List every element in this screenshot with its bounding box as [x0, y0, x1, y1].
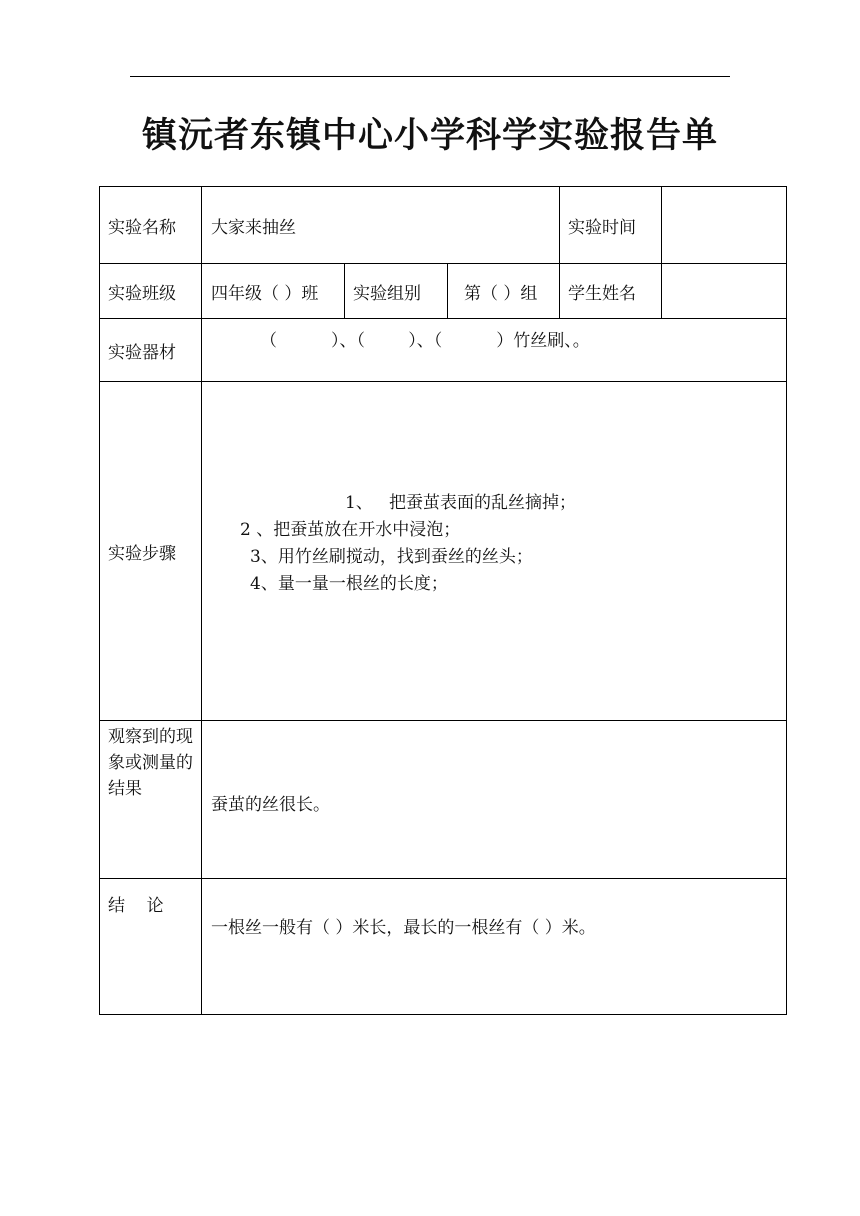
report-table — [99, 186, 787, 1015]
steps-cell — [202, 382, 787, 721]
materials-value: （ ）、（ ）、（ ）竹丝刷、。 — [260, 331, 590, 351]
row-class — [100, 264, 787, 319]
step-item: 2 、把蚕茧放在开水中浸泡； — [240, 520, 461, 540]
row-steps — [100, 382, 787, 721]
student-name-label: 学生姓名 — [560, 264, 662, 319]
row-observation — [100, 721, 787, 879]
observation-label: 观察到的现象或测量的结果 — [100, 721, 202, 879]
step-item: 1、 把蚕茧表面的乱丝摘掉； — [345, 493, 577, 513]
materials-cell — [202, 319, 787, 382]
conclusion-label: 结 论 — [100, 879, 202, 1015]
group-label: 实验组别 — [345, 264, 448, 319]
observation-value: 蚕茧的丝很长。 — [202, 721, 787, 879]
row-conclusion — [100, 879, 787, 1015]
row-experiment-name — [100, 187, 787, 264]
steps-label: 实验步骤 — [100, 382, 202, 721]
materials-label: 实验器材 — [100, 319, 202, 382]
step-item: 4、量一量一根丝的长度； — [250, 574, 448, 594]
class-value: 四年级（ ）班 — [202, 264, 345, 319]
experiment-name-label: 实验名称 — [100, 187, 202, 264]
step-item: 3、用竹丝刷搅动，找到蚕丝的丝头； — [250, 547, 533, 567]
page-title: 镇沅者东镇中心小学科学实验报告单 — [141, 116, 718, 156]
conclusion-value: 一根丝一般有（ ）米长，最长的一根丝有（ ）米。 — [202, 879, 787, 1015]
row-materials — [100, 319, 787, 382]
experiment-time-label: 实验时间 — [560, 187, 662, 264]
header-rule — [130, 76, 730, 77]
experiment-name-value: 大家来抽丝 — [202, 187, 560, 264]
student-name-value — [662, 264, 787, 319]
group-value: 第（ ）组 — [448, 264, 560, 319]
class-label: 实验班级 — [100, 264, 202, 319]
experiment-time-value — [662, 187, 787, 264]
